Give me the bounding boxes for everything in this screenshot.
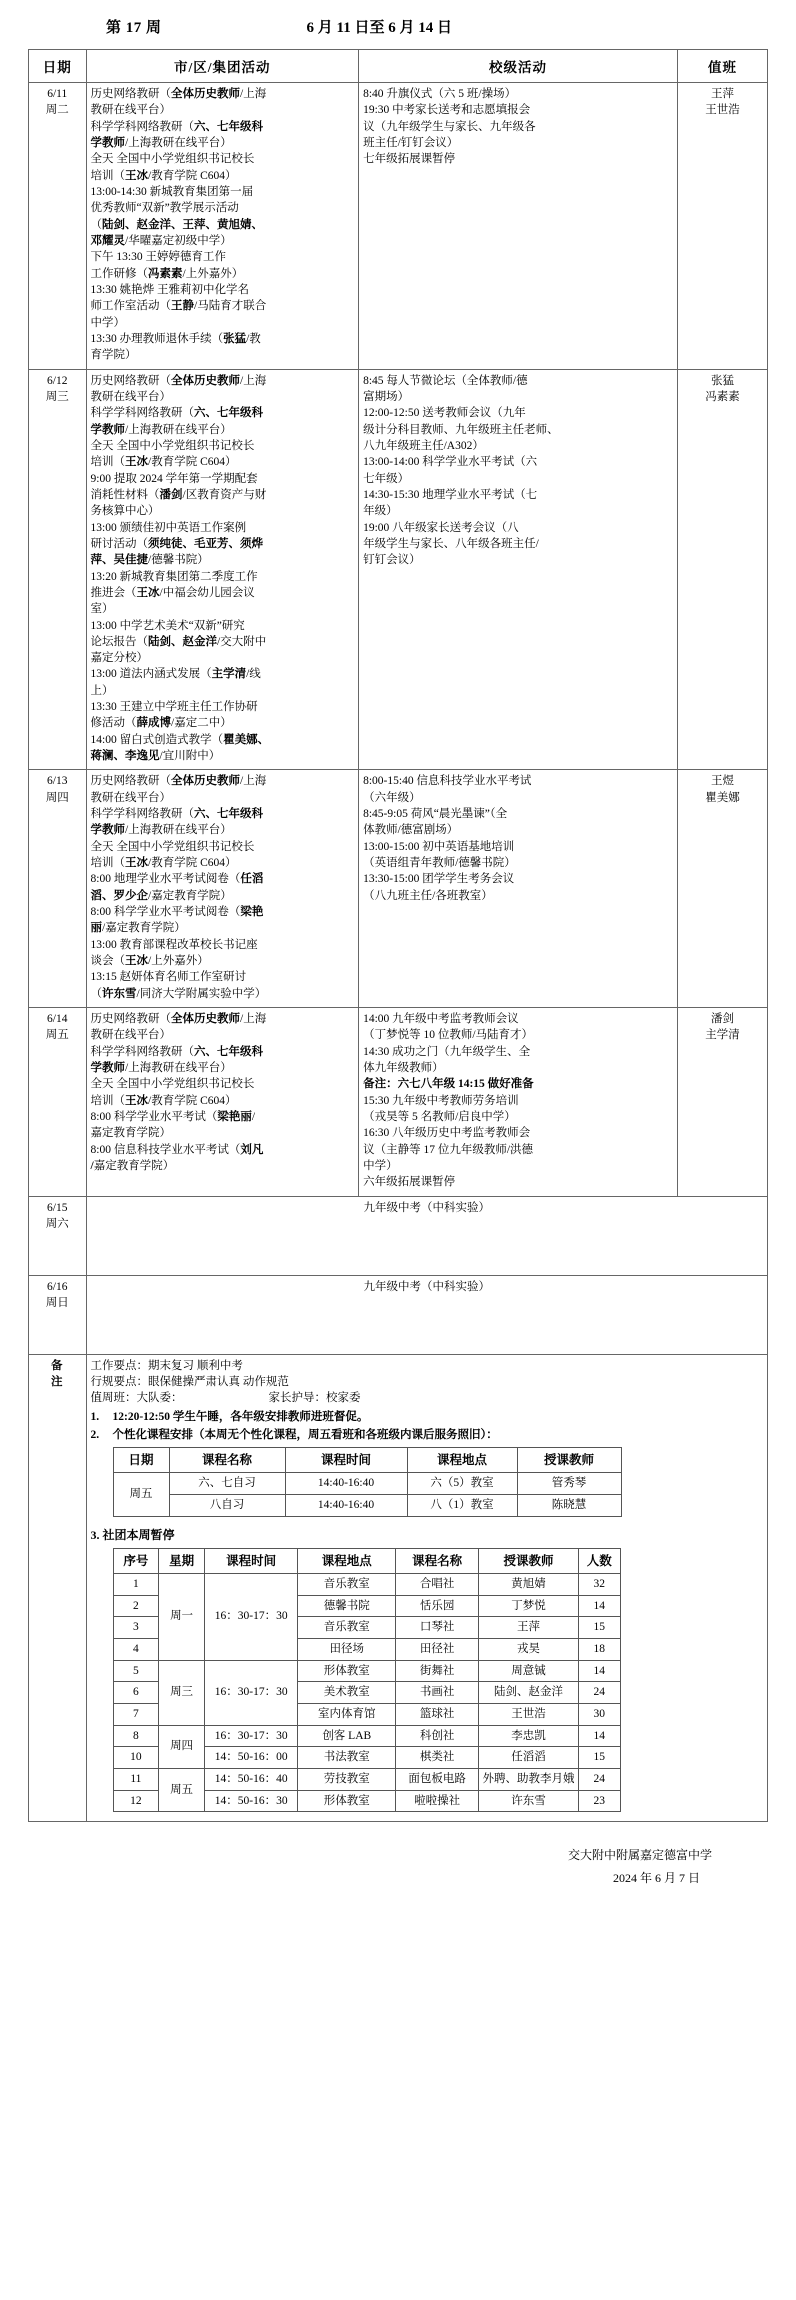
club-no: 10	[113, 1747, 159, 1769]
activity-line: 教研在线平台）	[90, 1029, 172, 1042]
column-header: 人数	[578, 1548, 620, 1573]
club-course: 面包板电路	[396, 1768, 479, 1790]
date-cell	[29, 83, 87, 370]
cell: 14:40-16:40	[285, 1473, 407, 1495]
activity-line: 嘉定分校）	[90, 652, 149, 665]
club-count: 18	[578, 1638, 620, 1660]
activity-line: 学教师/上海教研在线平台）	[90, 423, 232, 436]
activity-line: （丁梦悦等 10 位教师/马陆育才）	[363, 1029, 534, 1042]
club-course: 合唱社	[396, 1573, 479, 1595]
city-activities-cell	[86, 1008, 359, 1197]
footer-date: 2024 年 6 月 7 日	[612, 1871, 700, 1886]
table-row	[29, 770, 768, 1008]
activity-line: 8:45 每人节微论坛（全体教师/德	[363, 374, 528, 387]
club-no: 7	[113, 1703, 159, 1725]
activity-line: 科学学科网络教研（六、七年级科	[90, 808, 264, 821]
club-no: 4	[113, 1638, 159, 1660]
activity-line: 富期场）	[363, 390, 410, 403]
row-date: 6/14	[47, 1013, 68, 1026]
activity-line: 8:40 升旗仪式（六 5 班/操场）	[363, 88, 517, 100]
club-table	[113, 1548, 621, 1813]
cell: 六（5）教室	[407, 1473, 517, 1495]
column-header: 星期	[159, 1548, 205, 1573]
activity-line: 科学学科网络教研（六、七年级科	[90, 1045, 264, 1058]
activity-line: 16:30 八年级历史中考监考教师会	[363, 1127, 531, 1140]
day-cell: 周五	[113, 1473, 169, 1516]
duty-name: 王萍	[710, 88, 734, 100]
personalized-course-table	[113, 1447, 622, 1516]
activity-line: 务核算中心）	[90, 505, 160, 518]
activity-line: 13:00 中学艺术美术“双新”研究	[90, 619, 245, 632]
notes-row	[29, 1354, 768, 1822]
activity-line: 学教师/上海教研在线平台）	[90, 824, 232, 837]
cell: 八自习	[169, 1495, 285, 1517]
column-header: 课程时间	[285, 1448, 407, 1473]
row-weekday: 周六	[45, 1217, 69, 1230]
activity-line: 优秀教师“双新”教学展示活动	[90, 202, 239, 215]
activity-line: 12:00-12:50 送考教师会议（九年	[363, 407, 526, 420]
activity-line: 13:00 道法内涵式发展（主学清/线	[90, 668, 261, 681]
club-no: 3	[113, 1617, 159, 1639]
activity-line: 历史网络教研（全体历史教师/上海	[90, 775, 267, 788]
table-row	[113, 1573, 620, 1595]
activity-line: 体教师/德富剧场）	[363, 824, 459, 837]
table-row	[113, 1495, 621, 1517]
activity-line: 论坛报告（陆剑、赵金洋/交大附中	[90, 635, 267, 648]
date-cell	[29, 1196, 87, 1275]
club-teacher: 王世浩	[479, 1703, 579, 1725]
note-line: 工作要点：期末复习 顺利中考	[90, 1359, 243, 1372]
weekend-exam-text: 九年级中考（中科实验）	[86, 1275, 767, 1354]
activity-line: 嘉定教育学院）	[90, 1127, 172, 1140]
activity-line: 8:00 科学学业水平考试（梁艳丽/	[90, 1111, 256, 1124]
club-teacher: 王萍	[479, 1617, 579, 1639]
activity-line: 全天 全国中小学党组织书记校长	[90, 439, 255, 452]
activity-line: 13:00 教育部课程改革校长书记座	[90, 938, 258, 951]
activity-line: 13:30 姚艳烨 王雅莉初中化学名	[90, 283, 249, 296]
activity-line: 年级学生与家长、八年级各班主任/	[363, 537, 539, 550]
activity-line: 教研在线平台）	[90, 390, 172, 403]
club-place: 创客 LAB	[298, 1725, 396, 1747]
activity-line: 14:30 成功之门（九年级学生、全	[363, 1045, 531, 1058]
date-cell	[29, 369, 87, 770]
row-weekday: 周四	[45, 791, 69, 804]
activity-line: 七年级拓展课暂停	[363, 153, 456, 166]
club-teacher: 黄旭婧	[479, 1573, 579, 1595]
club-teacher: 丁梦悦	[479, 1595, 579, 1617]
date-cell	[29, 1008, 87, 1197]
table-row	[29, 1008, 768, 1197]
column-header-duty: 值班	[677, 50, 767, 83]
club-teacher: 许东雪	[479, 1790, 579, 1812]
activity-line: 科学学科网络教研（六、七年级科	[90, 120, 264, 133]
row-date: 6/11	[47, 88, 68, 100]
column-header: 授课教师	[517, 1448, 621, 1473]
club-no: 5	[113, 1660, 159, 1682]
club-count: 24	[578, 1768, 620, 1790]
activity-line: 六年级拓展课暂停	[363, 1176, 456, 1189]
city-activities-cell	[86, 770, 359, 1008]
club-course: 科创社	[396, 1725, 479, 1747]
activity-line: 学教师/上海教研在线平台）	[90, 136, 232, 149]
column-header: 课程地点	[298, 1548, 396, 1573]
table-header-row	[113, 1548, 620, 1573]
column-header: 课程名称	[396, 1548, 479, 1573]
activity-line: 19:00 八年级家长送考会议（八	[363, 521, 519, 534]
duty-cell	[677, 369, 767, 770]
club-day: 周五	[159, 1768, 205, 1811]
club-count: 15	[578, 1747, 620, 1769]
activity-line: 13:00-14:30 新城教育集团第一届	[90, 185, 254, 198]
activity-line: 上）	[90, 684, 114, 697]
activity-line: 19:30 中考家长送考和志愿填报会	[363, 104, 531, 117]
club-count: 15	[578, 1617, 620, 1639]
club-course: 田径社	[396, 1638, 479, 1660]
club-count: 14	[578, 1660, 620, 1682]
club-course: 恬乐园	[396, 1595, 479, 1617]
activity-line: 13:30-15:00 团学学生考务会议	[363, 873, 515, 886]
activity-line: 8:00-15:40 信息科技学业水平考试	[363, 775, 532, 788]
activity-line: 8:00 科学学业水平考试阅卷（梁艳	[90, 906, 264, 919]
club-day: 周三	[159, 1660, 205, 1725]
club-time: 16：30-17：30	[204, 1660, 298, 1725]
activity-line: 滔、罗少企/嘉定教育学院）	[90, 889, 232, 902]
column-header-city: 市/区/集团活动	[86, 50, 359, 83]
row-weekday: 周三	[45, 390, 69, 403]
activity-line: 历史网络教研（全体历史教师/上海	[90, 88, 267, 100]
activity-line: （陆剑、赵金洋、王萍、黄旭婧、	[90, 218, 264, 231]
row-weekday: 周二	[45, 104, 69, 117]
club-no: 12	[113, 1790, 159, 1812]
activity-line: 丽/嘉定教育学院）	[90, 922, 186, 935]
club-course: 棋类社	[396, 1747, 479, 1769]
activity-line: 13:20 新城教育集团第二季度工作	[90, 570, 258, 583]
duty-name: 潘剑	[710, 1013, 734, 1026]
club-course: 啦啦操社	[396, 1790, 479, 1812]
note-item-1: 1. 12:20-12:50 学生午睡，各年级安排教师进班督促。	[90, 1410, 369, 1423]
club-day: 周四	[159, 1725, 205, 1768]
activity-line: 中学）	[363, 1160, 398, 1172]
activity-line: 下午 13:30 王婷婷德育工作	[90, 251, 226, 264]
table-header	[29, 50, 768, 83]
activity-line: 13:00-14:00 科学学业水平考试（六	[363, 456, 538, 469]
club-count: 23	[578, 1790, 620, 1812]
cell: 六、七自习	[169, 1473, 285, 1495]
notes-body	[86, 1354, 767, 1822]
club-no: 11	[113, 1768, 159, 1790]
activity-line: 蒋澜、李逸见/宜川附中）	[90, 750, 221, 763]
school-activities-cell	[359, 369, 678, 770]
activity-line: 教研在线平台）	[90, 104, 172, 117]
club-count: 14	[578, 1595, 620, 1617]
table-row	[113, 1725, 620, 1747]
club-place: 室内体育馆	[298, 1703, 396, 1725]
activity-line: 培训（王冰/教育学院 C604）	[90, 456, 237, 469]
school-activities-cell	[359, 770, 678, 1008]
activity-line: 体九年级教师）	[363, 1062, 444, 1075]
footer-school-name: 交大附中附属嘉定德富中学	[567, 1848, 712, 1863]
activity-line: 历史网络教研（全体历史教师/上海	[90, 374, 267, 387]
activity-line: 育学院）	[90, 349, 137, 362]
note-item-3: 3. 社团本周暂停	[90, 1527, 175, 1542]
club-teacher: 外聘、助教李月娥	[479, 1768, 579, 1790]
duty-cell	[677, 1008, 767, 1197]
notes-label: 备 注	[29, 1354, 87, 1822]
club-place: 形体教室	[298, 1790, 396, 1812]
duty-name: 瞿美娜	[705, 791, 740, 804]
cell: 陈晓慧	[517, 1495, 621, 1517]
activity-line: 全天 全国中小学党组织书记校长	[90, 153, 255, 166]
table-row	[113, 1768, 620, 1790]
activity-line: /嘉定教育学院）	[90, 1160, 175, 1172]
club-teacher: 戎昊	[479, 1638, 579, 1660]
cell: 八（1）教室	[407, 1495, 517, 1517]
row-date: 6/15	[47, 1201, 68, 1214]
club-place: 音乐教室	[298, 1617, 396, 1639]
column-header: 课程地点	[407, 1448, 517, 1473]
activity-line: 8:00 信息科技学业水平考试（刘凡	[90, 1143, 264, 1156]
activity-line: （六年级）	[363, 791, 421, 804]
club-place: 美术教室	[298, 1682, 396, 1704]
activity-line: 教研在线平台）	[90, 791, 172, 804]
activity-line: 工作研修（冯素素/上外嘉外）	[90, 267, 244, 280]
activity-line: 15:30 九年级中考教师劳务培训	[363, 1094, 519, 1107]
table-row	[29, 369, 768, 770]
cell: 管秀琴	[517, 1473, 621, 1495]
activity-line: 9:00 提取 2024 学年第一学期配套	[90, 472, 258, 485]
activity-line: （许东雪/同济大学附属实验中学）	[90, 987, 267, 1000]
activity-line: 14:30-15:30 地理学业水平考试（七	[363, 488, 538, 501]
activity-line: （八九班主任/各班教室）	[363, 889, 493, 902]
activity-line: 师工作室活动（王静/马陆育才联合	[90, 300, 267, 313]
activity-line: （戎昊等 5 名教师/启良中学）	[363, 1111, 516, 1124]
activity-line: 萍、吴佳捷/德馨书院）	[90, 554, 209, 567]
activity-line: 年级）	[363, 505, 398, 518]
duty-name: 冯素素	[705, 390, 740, 403]
club-place: 音乐教室	[298, 1573, 396, 1595]
school-activities-cell	[359, 83, 678, 370]
note-item-2: 2. 个性化课程安排（本周无个性化课程，周五看班和各班级内课后服务照旧）：	[90, 1428, 498, 1441]
activity-line: 谈会（王冰/上外嘉外）	[90, 955, 209, 968]
duty-cell	[677, 770, 767, 1008]
city-activities-cell	[86, 369, 359, 770]
table-row	[113, 1660, 620, 1682]
schedule-body	[29, 83, 768, 1822]
activity-line: 培训（王冰/教育学院 C604）	[90, 857, 237, 870]
activity-line: 科学学科网络教研（六、七年级科	[90, 407, 264, 420]
club-place: 形体教室	[298, 1660, 396, 1682]
activity-line: 七年级）	[363, 472, 410, 485]
club-time: 16：30-17：30	[204, 1725, 298, 1747]
club-no: 6	[113, 1682, 159, 1704]
activity-line: 班主任/钉钉会议）	[363, 136, 459, 149]
column-header: 课程时间	[204, 1548, 298, 1573]
date-range: 6 月 11 日至 6 月 14 日	[306, 20, 452, 36]
activity-line: 14:00 留白式创造式教学（瞿美娜、	[90, 733, 270, 746]
row-date: 6/13	[47, 775, 68, 788]
activity-line: 学教师/上海教研在线平台）	[90, 1062, 232, 1075]
duty-name: 主学清	[705, 1029, 740, 1042]
column-header-school: 校级活动	[359, 50, 678, 83]
column-header: 课程名称	[169, 1448, 285, 1473]
weekend-exam-text: 九年级中考（中科实验）	[86, 1196, 767, 1275]
club-teacher: 李忠凯	[479, 1725, 579, 1747]
document-footer	[28, 1844, 768, 1890]
activity-line: 研讨活动（须纯徒、毛亚芳、须烨	[90, 537, 264, 550]
activity-line: 修活动（薛成博/嘉定二中）	[90, 717, 232, 730]
club-no: 1	[113, 1573, 159, 1595]
club-no: 8	[113, 1725, 159, 1747]
duty-name: 张猛	[710, 374, 734, 387]
club-count: 14	[578, 1725, 620, 1747]
club-time: 14：50-16：30	[204, 1790, 298, 1812]
activity-line: 消耗性材料（潘剑/区教育资产与财	[90, 488, 267, 501]
club-course: 篮球社	[396, 1703, 479, 1725]
schedule-table	[28, 49, 768, 1822]
club-course: 街舞社	[396, 1660, 479, 1682]
activity-line: 备注：六七八年级 14:15 做好准备	[363, 1078, 534, 1091]
table-row-weekend	[29, 1275, 768, 1354]
table-row-weekend	[29, 1196, 768, 1275]
row-weekday: 周五	[45, 1029, 69, 1042]
note-line: 行规要点：眼保健操严肃认真 动作规范	[90, 1375, 289, 1388]
activity-line: 推进会（王冰/中福会幼儿园会议	[90, 586, 255, 599]
column-header-date: 日期	[29, 50, 87, 83]
table-header-row	[113, 1448, 621, 1473]
club-place: 书法教室	[298, 1747, 396, 1769]
row-date: 6/12	[47, 374, 68, 387]
club-count: 30	[578, 1703, 620, 1725]
row-weekday: 周日	[45, 1296, 69, 1309]
row-date: 6/16	[47, 1280, 68, 1293]
activity-line: 级计分科目教师、九年级班主任老师、	[363, 423, 559, 436]
club-time: 14：50-16：00	[204, 1747, 298, 1769]
activity-line: 八九年级班主任/A302）	[363, 439, 484, 452]
activity-line: 全天 全国中小学党组织书记校长	[90, 1078, 255, 1091]
club-place: 德馨书院	[298, 1595, 396, 1617]
club-place: 劳技教室	[298, 1768, 396, 1790]
duty-name: 王世浩	[705, 104, 740, 117]
document-title-row	[28, 10, 768, 49]
activity-line: 14:00 九年级中考监考教师会议	[363, 1013, 519, 1026]
date-cell	[29, 770, 87, 1008]
club-course: 口琴社	[396, 1617, 479, 1639]
activity-line: 钉钉会议）	[363, 554, 421, 567]
activity-line: 历史网络教研（全体历史教师/上海	[90, 1013, 267, 1026]
activity-line: 中学）	[90, 316, 126, 329]
activity-line: 8:45-9:05 荷风“晨光墨谏”（全	[363, 808, 508, 821]
school-activities-cell	[359, 1008, 678, 1197]
activity-line: 13:00 颁绩佳初中英语工作案例	[90, 521, 247, 534]
table-row	[113, 1473, 621, 1495]
club-teacher: 陆剑、赵金洋	[479, 1682, 579, 1704]
club-count: 32	[578, 1573, 620, 1595]
club-place: 田径场	[298, 1638, 396, 1660]
club-teacher: 任滔滔	[479, 1747, 579, 1769]
duty-name: 王煜	[710, 775, 734, 788]
duty-cell	[677, 83, 767, 370]
table-row	[29, 83, 768, 370]
activity-line: 13:00-15:00 初中英语基地培训	[363, 840, 515, 853]
week-number: 第 17 周	[106, 20, 162, 36]
activity-line: 邓耀灵/华曜嘉定初级中学）	[90, 234, 232, 247]
activity-line: 培训（王冰/教育学院 C604）	[90, 1094, 237, 1107]
column-header: 授课教师	[479, 1548, 579, 1573]
activity-line: （英语组青年教师/德馨书院）	[363, 857, 516, 870]
activity-line: 议（九年级学生与家长、九年级各	[363, 120, 536, 133]
activity-line: 室）	[90, 603, 114, 616]
activity-line: 13:30 办理教师退休手续（张猛/教	[90, 332, 261, 345]
date-cell	[29, 1275, 87, 1354]
activity-line: 8:00 地理学业水平考试阅卷（任滔	[90, 873, 264, 886]
activity-line: 13:15 赵妍体育名师工作室研讨	[90, 971, 247, 984]
activity-line: 议（主静等 17 位九年级教师/洪德	[363, 1143, 534, 1156]
club-time: 14：50-16：40	[204, 1768, 298, 1790]
column-header: 日期	[113, 1448, 169, 1473]
activity-line: 全天 全国中小学党组织书记校长	[90, 840, 255, 853]
club-day: 周一	[159, 1573, 205, 1660]
club-count: 24	[578, 1682, 620, 1704]
club-no: 2	[113, 1595, 159, 1617]
column-header: 序号	[113, 1548, 159, 1573]
activity-line: 培训（王冰/教育学院 C604）	[90, 169, 237, 182]
club-teacher: 周意铖	[479, 1660, 579, 1682]
duty-week-line: 值周班：大队委： 家长护导：校家委	[90, 1392, 361, 1405]
cell: 14:40-16:40	[285, 1495, 407, 1517]
city-activities-cell	[86, 83, 359, 370]
club-course: 书画社	[396, 1682, 479, 1704]
club-time: 16：30-17：30	[204, 1573, 298, 1660]
activity-line: 13:30 王建立中学班主任工作协研	[90, 701, 258, 714]
